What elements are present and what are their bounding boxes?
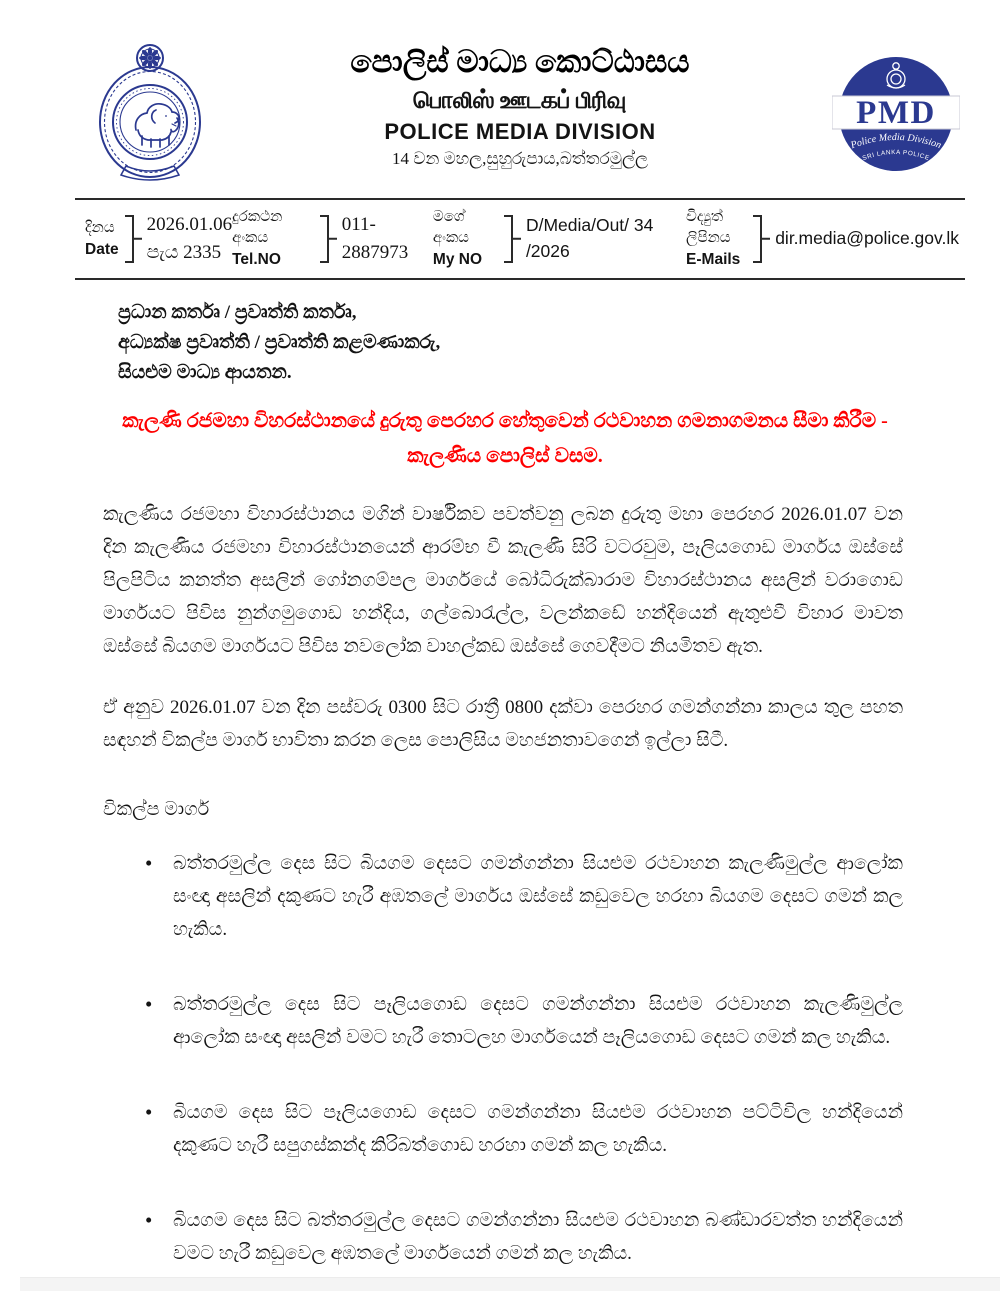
page-bottom-strip: [20, 1277, 1000, 1291]
my-number-group: [433, 207, 686, 271]
elephant-icon: [136, 104, 179, 147]
email-value: dir.media@police.gov.lk: [775, 228, 959, 249]
police-crest-icon: [92, 36, 208, 186]
route-item: • බියගම දෙස සිට බත්තරමුල්ල දෙසට ගමන්ගන්නා සියළුම රථවාහන බණ්ඩාරවත්ත හන්දියෙන් වමට හැරී කඩුවෙල අඹතලේ මාර්ගයෙන් ගමන් කල හැකිය.: [145, 1204, 903, 1270]
pmd-subsubtitle: SRI LANKA POLICE: [861, 148, 931, 163]
bracket-icon: [505, 215, 518, 263]
body-paragraph-2: ඒ අනුව 2026.01.07 වන දින පස්වරු 0300 සිට රාත්‍රී 0800 දක්වා පෙරහර ගමන්ගන්නා කාලය තුල පහත සඳහන් විකල්ප මාර්ග භාවිතා කරන ලෙස පොලිසිය මහජනතාවගෙන් ඉල්ලා සිටී.: [103, 696, 903, 751]
recipient-line: ප්‍රධාන කර්තෘ / ප්‍රවෘත්ති කර්තෘ,: [118, 301, 357, 323]
tel-label-english: Tel.NO: [232, 251, 281, 268]
route-item: • බත්තරමුල්ල දෙස සිට බියගම දෙසට ගමන්ගන්නා සියළුම රථවාහන කැලණිමුල්ල ආලෝක සංඥා අසලින් දකුණට හැරී අඹතලේ මාර්ගය ඔස්සේ කඩුවෙල හරහා බියගම දෙසට ගමන් කල හැකිය.: [145, 847, 903, 946]
title-english: POLICE MEDIA DIVISION: [384, 119, 656, 145]
route-item: • බියගම දෙස සිට පෑලියගොඩ දෙසට ගමන්ගන්නා සියළුම රථවාහන පට්ටිවිල හන්දියෙන් දකුණට හැරී සපුගස්කන්ද කිරිබත්ගොඩ හරහා ගමන් කල හැකිය.: [145, 1096, 903, 1162]
route-item: • බත්තරමුල්ල දෙස සිට පෑලියගොඩ දෙසට ගමන්ගන්නා සියළුම රථවාහන කැලණිමුල්ල ආලෝක සංඥා අසලින් වමට හැරී තොටලහ මාර්ගයෙන් පෑලියගොඩ දෙසට ගමන් කල හැකිය.: [145, 988, 903, 1054]
address-line: 14 වන මහල,සුහුරුපාය,බත්තරමුල්ල: [392, 149, 648, 169]
recipient-line: සියළුම මාධ්‍ය ආයතන.: [118, 361, 292, 383]
reference-row: [75, 198, 965, 280]
title-tamil: பொலிஸ் ஊடகப் பிரிவு: [413, 87, 627, 114]
title-sinhala: පොලිස් මාධ්‍ය කොට්ඨාසය: [350, 44, 690, 79]
body-paragraph-1: කැලණිය රජමහා විහාරස්ථානය මගින් වාර්ෂිකව පවත්වනු ලබන දුරුතු මහා පෙරහර 2026.01.07 වන දින කැලණිය රජමහා විහාරස්ථානයෙන් ආරම්භ වී කැලණි සිරි වටරවුම, පෑලියගොඩ මාර්ගය ඔස්සේ පිලපිටිය කනත්ත අසලින් ගෝනගම්පල මාර්ගයේ බෝධිරුක්බාරාම විහාරස්ථානය අසලින් වරාගොඩ මාර්ගයට පිවිස නුන්ගමුගොඩ හන්දිය, ගල්බොරැල්ල, වලන්කඩේ හන්දියෙන් ඇතුළුවී විහාර මාවත ඔස්සේ බියගම මාර්ගයට පිවිස නවලෝක වාහල්කඩ ඔස්සේ ගෙවදීමට නියමිතව ඇත.: [103, 503, 903, 657]
alternative-routes-heading: විකල්ප මාර්ග: [103, 798, 210, 820]
recipient-block: [118, 298, 900, 388]
date-label-english: Date: [85, 240, 119, 258]
date-value: 2026.01.06: [146, 214, 233, 236]
date-label-sinhala: දිනය: [85, 219, 115, 236]
time-value: පැය 2335: [146, 241, 222, 263]
recipient-line: අධ්‍යක්ෂ ප්‍රවෘත්ති / ප්‍රවෘත්ති කළමණාකරු,: [118, 331, 441, 353]
rosette-icon: [139, 47, 161, 69]
date-group: [85, 211, 232, 266]
tel-label-sinhala: දුරකථන අංකය: [232, 209, 283, 246]
letter-body: [0, 298, 1000, 1270]
myno-label-sinhala: මගේ අංකය: [432, 209, 469, 246]
bracket-icon: [126, 215, 139, 263]
pmd-acronym: PMD: [856, 95, 936, 131]
pmd-logo-icon: [832, 50, 960, 182]
email-group: [686, 207, 959, 271]
letterhead: [0, 0, 1000, 186]
letterhead-titles: [208, 36, 832, 169]
bracket-icon: [754, 215, 767, 263]
email-label-english: E-Mails: [686, 251, 741, 268]
alternative-routes-list: [0, 847, 1000, 1270]
bracket-icon: [321, 215, 334, 263]
press-release-headline: කැලණි රජමහා විහරස්ථානයේ දුරුතු පෙරහර හේතුවෙන් රථවාහන ගමනාගමනය සීමා කිරීම - කැලණිය පොලිස් වසම.: [122, 409, 888, 467]
email-label-sinhala: විද්‍යුත් ලිපිනය: [686, 209, 731, 246]
telephone-group: [232, 207, 433, 271]
tel-value: 011-2887973: [341, 214, 409, 263]
pmd-subtitle: Police Media Division: [849, 131, 943, 152]
myno-value: D/Media/Out/ 34 /2026: [525, 215, 654, 261]
myno-label-english: My NO: [432, 251, 483, 268]
